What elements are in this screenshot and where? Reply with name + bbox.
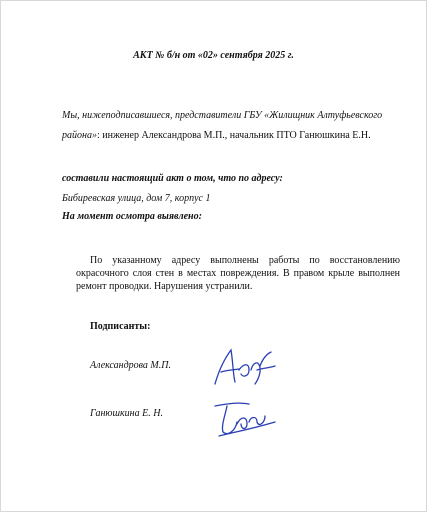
body-line-3: ремонт проводки. Нарушения устранили. — [76, 281, 253, 292]
composed-label: составили настоящий акт о том, что по адресу: — [62, 173, 283, 184]
document-title: АКТ № б/н от «02» сентября 2025 г. — [133, 50, 294, 61]
body-line-2: окрасочного слоя стен в местах повреждения. В правом крыле выполнен — [76, 268, 400, 279]
body-line-1: По указанному адресу выполнены работы по восстановлению — [90, 255, 400, 266]
signer-2-name: Ганюшкина Е. Н. — [90, 408, 163, 419]
intro-line-1: Мы, нижеподписавшиеся, представители ГБУ «Жилищник Алтуфьевского — [62, 110, 383, 121]
intro-line-2-rest: : инженер Александрова М.П., начальник ПТО Ганюшкина Е.Н. — [96, 130, 371, 141]
signature-2-image — [205, 392, 280, 442]
inspection-body — [76, 254, 400, 293]
intro-line-2-italic: района» — [62, 130, 97, 141]
signer-1-name: Александрова М.П. — [90, 360, 171, 371]
found-label: На момент осмотра выявлено: — [62, 211, 202, 222]
signature-1-image — [205, 340, 280, 390]
intro-line-2 — [62, 130, 371, 141]
address: Бибиревская улица, дом 7, корпус 1 — [62, 193, 211, 204]
signers-label: Подписанты: — [90, 321, 151, 332]
